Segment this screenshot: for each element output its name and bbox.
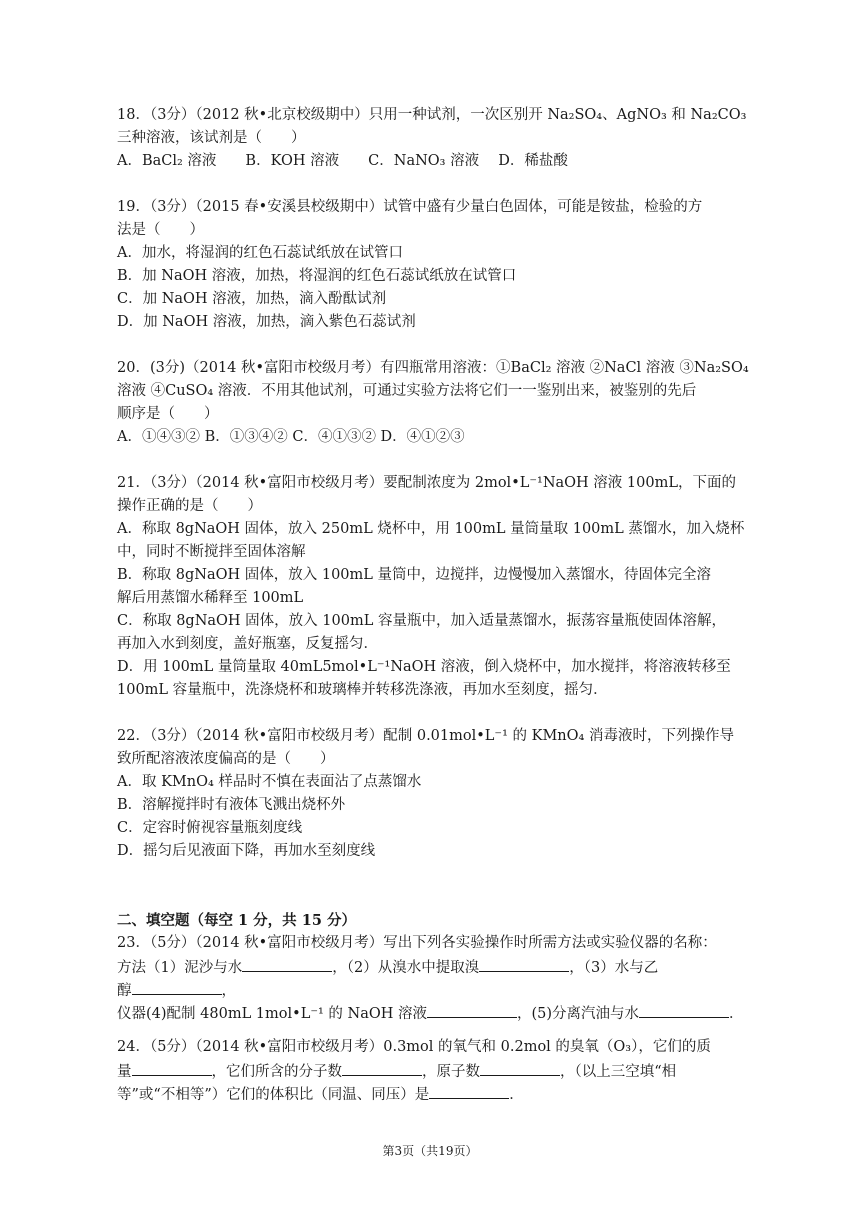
page-content xyxy=(117,104,749,1105)
answer-blank[interactable] xyxy=(132,1059,212,1076)
question-line: 顺序是（ ） xyxy=(117,406,219,422)
option-c: C．加 NaOH 溶液，加热，滴入酚酞试剂 xyxy=(117,291,387,307)
fill-text: ，（2）从溴水中提取溴 xyxy=(332,960,480,976)
option-c: C．称取 8gNaOH 固体，放入 100mL 容量瓶中，加入适量蒸馏水，振荡容量瓶使固体溶解， xyxy=(117,613,726,629)
answer-blank[interactable] xyxy=(427,1001,517,1018)
option-a: A．称取 8gNaOH 固体，放入 250mL 烧杯中，用 100mL 量筒量取 100mL 蒸馏水，加入烧杯 xyxy=(117,521,745,537)
question-line: 溶液 ④CuSO₄ 溶液．不用其他试剂，可通过实验方法将它们一一鉴别出来，被鉴别的先后 xyxy=(117,383,697,399)
option-a: A．取 KMnO₄ 样品时不慎在表面沾了点蒸馏水 xyxy=(117,774,422,790)
answer-blank[interactable] xyxy=(639,1001,729,1018)
question-23 xyxy=(117,932,744,1024)
option-b-cont: 解后用蒸馏水稀释至 100mL xyxy=(117,590,304,606)
question-line: 20．(3分)（2014 秋•富阳市校级月考）有四瓶常用溶液：①BaCl₂ 溶液 ②NaCl 溶液 ③Na₂SO₄ xyxy=(117,360,749,376)
option-d: D．用 100mL 量筒量取 40mL5mol•L⁻¹NaOH 溶液，倒入烧杯中，加水搅拌，将溶液转移至 xyxy=(117,659,731,675)
question-line: 操作正确的是（ ） xyxy=(117,498,262,514)
section-heading: 二、填空题（每空 1 分，共 15 分） xyxy=(117,912,356,929)
question-line xyxy=(117,955,737,978)
fill-text: ，原子数 xyxy=(422,1064,480,1080)
option-b: B．称取 8gNaOH 固体，放入 100mL 量筒中，边搅拌，边慢慢加入蒸馏水，待固体完全溶 xyxy=(117,567,712,583)
question-21 xyxy=(117,472,745,702)
question-line: 24．（5分）（2014 秋•富阳市校级月考）0.3mol 的氧气和 0.2mol 的臭氧（O₃），它们的质 xyxy=(117,1039,711,1055)
question-22 xyxy=(117,725,737,863)
answer-blank[interactable] xyxy=(480,1059,560,1076)
question-line: 法是（ ） xyxy=(117,222,204,238)
answer-blank[interactable] xyxy=(242,955,332,972)
fill-text: ． xyxy=(509,1087,524,1103)
question-line xyxy=(117,1001,744,1024)
question-24 xyxy=(117,1036,737,1105)
question-line xyxy=(117,978,737,1001)
option-d: D．加 NaOH 溶液，加热，滴入紫色石蕊试剂 xyxy=(117,314,416,330)
question-line xyxy=(117,1059,737,1082)
question-line: 18．（3分）（2012 秋•北京校级期中）只用一种试剂，一次区别开 Na₂SO₄、AgNO₃ 和 Na₂CO₃ xyxy=(117,107,747,123)
answer-blank[interactable] xyxy=(342,1059,422,1076)
page-footer: 第3页（共19页） xyxy=(382,1144,478,1158)
question-line: 21．（3分）（2014 秋•富阳市校级月考）要配制浓度为 2mol•L⁻¹NaOH 溶液 100mL，下面的 xyxy=(117,475,736,491)
fill-text: 量 xyxy=(117,1064,132,1080)
option-a: A．加水，将湿润的红色石蕊试纸放在试管口 xyxy=(117,245,403,261)
fill-text: ， xyxy=(221,983,236,999)
fill-text: ，（3）水与乙 xyxy=(569,960,659,976)
fill-text: ，（以上三空填“相 xyxy=(560,1064,677,1080)
fill-text: ，(5)分离汽油与水 xyxy=(517,1006,640,1022)
question-line: 三种溶液，该试剂是（ ） xyxy=(117,130,306,146)
question-20 xyxy=(117,357,749,449)
option-line: A．BaCl₂ 溶液 B．KOH 溶液 C．NaNO₃ 溶液 D．稀盐酸 xyxy=(117,153,568,169)
fill-text: ，它们所含的分子数 xyxy=(211,1064,342,1080)
question-line: 23．（5分）（2014 秋•富阳市校级月考）写出下列各实验操作时所需方法或实验仪器的名称： xyxy=(117,935,717,951)
fill-text: 等”或“不相等”）它们的体积比（同温、同压）是 xyxy=(117,1087,430,1103)
question-18 xyxy=(117,104,747,173)
question-line: 22．（3分）（2014 秋•富阳市校级月考）配制 0.01mol•L⁻¹ 的 KMnO₄ 消毒液时，下列操作导 xyxy=(117,728,734,744)
fill-text: 仪器(4)配制 480mL 1mol•L⁻¹ 的 NaOH 溶液 xyxy=(117,1006,427,1022)
answer-blank[interactable] xyxy=(132,978,222,995)
option-line: A．①④③② B．①③④② C．④①③② D．④①②③ xyxy=(117,429,465,445)
option-b: B．溶解搅拌时有液体飞溅出烧杯外 xyxy=(117,797,346,813)
fill-text: 方法（1）泥沙与水 xyxy=(117,960,243,976)
option-d: D．摇匀后见液面下降，再加水至刻度线 xyxy=(117,843,376,859)
question-line xyxy=(117,1082,737,1105)
option-c-cont: 再加入水到刻度，盖好瓶塞，反复摇匀． xyxy=(117,636,378,652)
question-19 xyxy=(117,196,737,334)
fill-text: ． xyxy=(729,1006,744,1022)
option-b: B．加 NaOH 溶液，加热，将湿润的红色石蕊试纸放在试管口 xyxy=(117,268,517,284)
option-d-cont: 100mL 容量瓶中，洗涤烧杯和玻璃棒并转移洗涤液，再加水至刻度，摇匀． xyxy=(117,682,608,698)
question-line: 致所配溶液浓度偏高的是（ ） xyxy=(117,751,335,767)
option-a-cont: 中，同时不断搅拌至固体溶解 xyxy=(117,544,306,560)
answer-blank[interactable] xyxy=(479,955,569,972)
option-c: C．定容时俯视容量瓶刻度线 xyxy=(117,820,303,836)
question-line: 19．（3分）（2015 春•安溪县校级期中）试管中盛有少量白色固体，可能是铵盐，检验的方 xyxy=(117,199,703,215)
answer-blank[interactable] xyxy=(429,1082,509,1099)
fill-text: 醇 xyxy=(117,983,132,999)
